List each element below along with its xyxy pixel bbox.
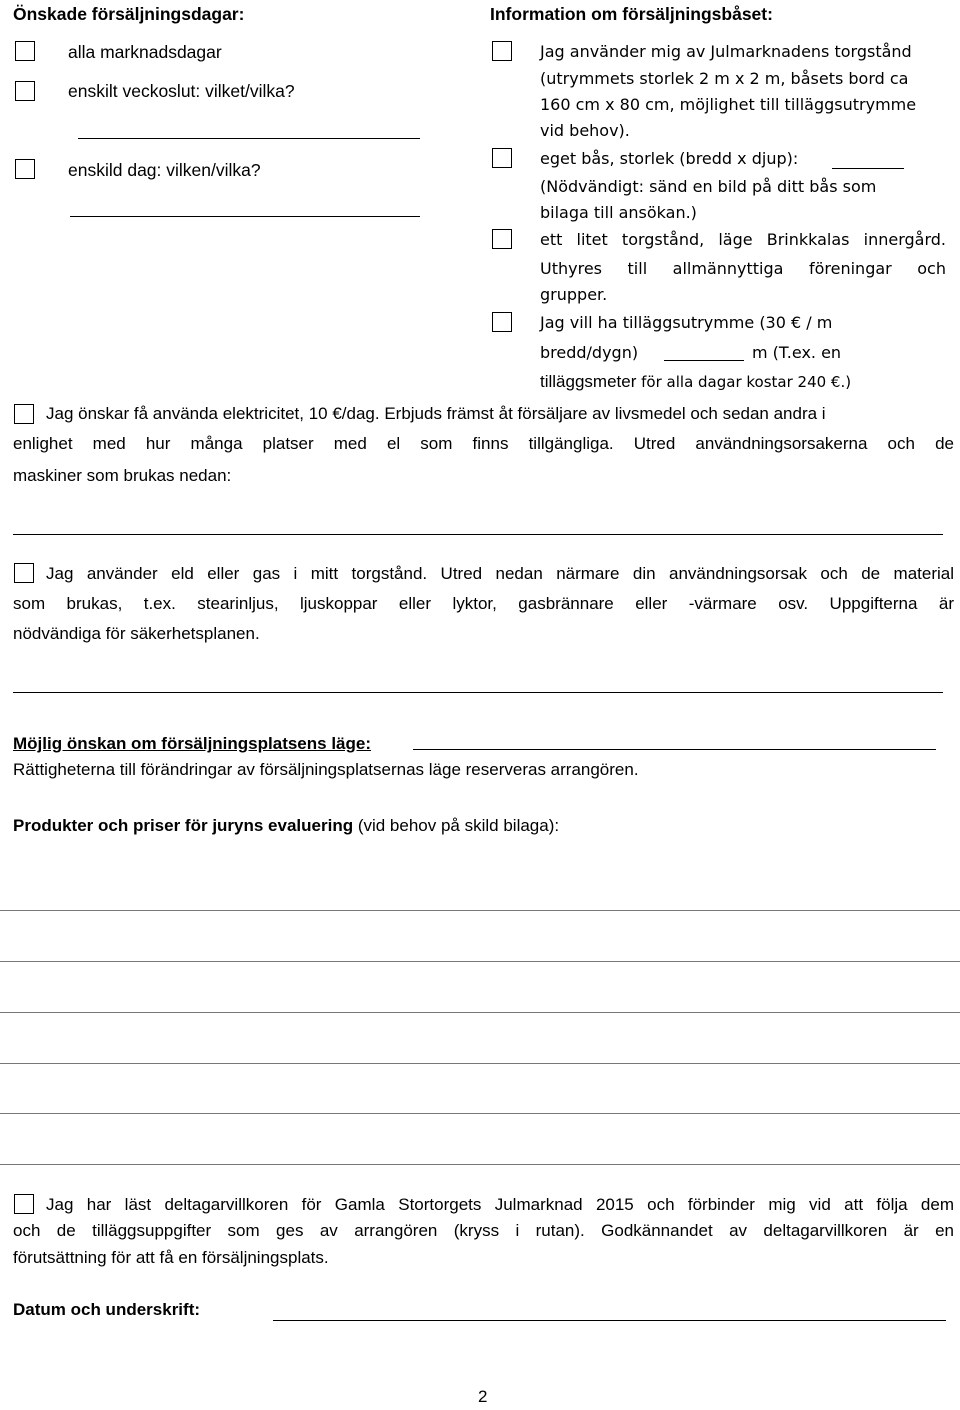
label-all-days: alla marknadsdagar (68, 42, 222, 62)
products-line-6[interactable] (0, 1164, 960, 1165)
weekend-input-line[interactable] (78, 138, 420, 139)
products-line-4[interactable] (0, 1063, 960, 1064)
single-day-input-line[interactable] (70, 216, 420, 217)
electric-line3: maskiner som brukas nedan: (13, 466, 232, 485)
page-number: 2 (478, 1387, 488, 1406)
products-line-1[interactable] (0, 910, 960, 911)
item1-line1: Jag använder mig av Julmarknadens torgstånd (540, 42, 912, 61)
left-heading: Önskade försäljningsdagar: (13, 4, 245, 24)
electric-line2: enlighet med hur många platser med el som finns tillgängliga. Utred användningsorsakerna och de (13, 434, 954, 453)
item1-line4: vid behov). (540, 121, 630, 140)
checkbox-electricity[interactable] (14, 404, 34, 424)
signature-input-line[interactable] (273, 1320, 946, 1321)
item3-line2: Uthyres till allmännyttiga föreningar och (540, 259, 946, 278)
electric-line1: Jag önskar få använda elektricitet, 10 €/dag. Erbjuds främst åt försäljare av livsmedel och sedan andra i (46, 404, 826, 423)
label-single-day: enskild dag: vilken/vilka? (68, 160, 261, 180)
terms-line1: Jag har läst deltagarvillkoren för Gamla Stortorgets Julmarknad 2015 och förbinder mig vid att följa dem (46, 1195, 954, 1214)
item3-line3: grupper. (540, 285, 608, 304)
products-note: (vid behov på skild bilaga): (353, 816, 560, 835)
item4-line1: Jag vill ha tilläggsutrymme (30 € / m (540, 313, 833, 332)
products-row (13, 813, 559, 839)
fire-usage-input-line[interactable] (13, 692, 943, 693)
signature-label: Datum och underskrift: (13, 1300, 201, 1319)
item2-line2: (Nödvändigt: sänd en bild på ditt bås som (540, 177, 877, 196)
products-line-3[interactable] (0, 1012, 960, 1013)
checkbox-all-days[interactable] (15, 41, 35, 61)
item4-line3a: tilläggsmeter (540, 372, 637, 391)
checkbox-weekend[interactable] (15, 81, 35, 101)
extra-meters-input-line[interactable] (664, 360, 744, 361)
terms-line2: och de tilläggsuppgifter som ges av arrangören (kryss i rutan). Godkännandet av deltagarvillkoren är en (13, 1221, 954, 1240)
electric-usage-input-line[interactable] (13, 534, 943, 535)
checkbox-extra-space[interactable] (492, 312, 512, 332)
item3-line1: ett litet torgstånd, läge Brinkkalas innergård. (540, 230, 946, 249)
location-input-line[interactable] (413, 749, 936, 750)
item4-line3 (540, 369, 851, 395)
fire-line1: Jag använder eld eller gas i mitt torgstånd. Utred nedan närmare din användningsorsak och de material (46, 564, 954, 583)
fire-line3: nödvändiga för säkerhetsplanen. (13, 624, 260, 643)
fire-line2: som brukas, t.ex. stearinljus, ljuskoppar eller lyktor, gasbrännare eller -värmare osv. Uppgifterna är (13, 594, 954, 613)
checkbox-single-day[interactable] (15, 159, 35, 179)
products-line-2[interactable] (0, 961, 960, 962)
checkbox-terms[interactable] (14, 1194, 34, 1214)
right-heading: Information om försäljningsbåset: (490, 4, 773, 24)
item2-line3: bilaga till ansökan.) (540, 203, 697, 222)
terms-line3: förutsättning för att få en försäljningsplats. (13, 1248, 329, 1267)
location-heading: Möjlig önskan om försäljningsplatsens läge: (13, 734, 372, 753)
booth-size-input-line[interactable] (832, 168, 904, 169)
item1-line2: (utrymmets storlek 2 m x 2 m, båsets bord ca (540, 69, 909, 88)
checkbox-fire-gas[interactable] (14, 563, 34, 583)
item4-line2a: bredd/dygn) (540, 343, 639, 362)
products-heading: Produkter och priser för juryns evaluering (13, 816, 354, 835)
checkbox-market-stand[interactable] (492, 41, 512, 61)
products-line-5[interactable] (0, 1113, 960, 1114)
label-weekend: enskilt veckoslut: vilket/vilka? (68, 81, 295, 101)
item4-line2b: m (T.ex. en (752, 343, 842, 362)
checkbox-own-booth[interactable] (492, 148, 512, 168)
item4-line3b: för alla dagar kostar 240 €.) (636, 373, 852, 391)
location-note: Rättigheterna till förändringar av försäljningsplatsernas läge reserveras arrangören. (13, 760, 639, 779)
checkbox-small-stand[interactable] (492, 229, 512, 249)
item2-line1: eget bås, storlek (bredd x djup): (540, 149, 799, 168)
item1-line3: 160 cm x 80 cm, möjlighet till tilläggsutrymme (540, 95, 917, 114)
